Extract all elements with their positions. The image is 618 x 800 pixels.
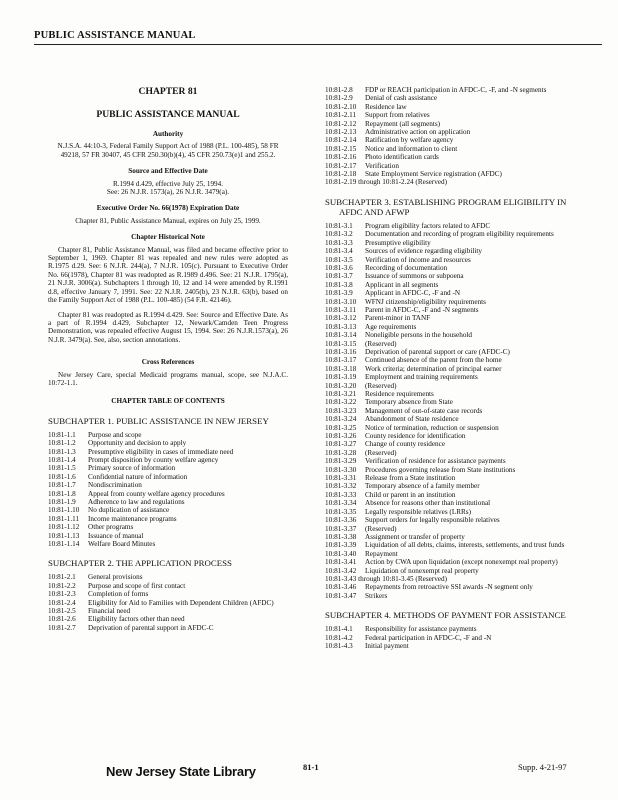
section-number: 10:81-3.31 [325, 474, 357, 483]
toc-entry [325, 120, 587, 128]
section-number: 10:81-1.9 [48, 498, 76, 506]
section-title: Deprivation of parental support in AFDC-C [88, 623, 214, 632]
subchapter-heading: SUBCHAPTER 1. PUBLIC ASSISTANCE IN NEW JERSEY [48, 415, 269, 426]
header-rule [34, 44, 602, 45]
toc-entry [48, 456, 288, 464]
toc-entry [325, 440, 587, 448]
section-title: (Reserved) [365, 339, 397, 348]
section-number: 10:81-3.18 [325, 364, 357, 373]
section-number: 10:81-2.3 [48, 590, 76, 599]
section-title: Abandonment of State residence [365, 415, 459, 424]
toc-heading: CHAPTER TABLE OF CONTENTS [111, 397, 225, 406]
history-paragraph: Chapter 81 was readopted as R.1994 d.429. See: Source and Effective Date. As a part of R.1994 d.429, Subchapter 12, Newark/Camden Teen Progress Demonstration, was repealed effective August 15, 1994. See: 26 N.J.R.1573(a), 26 N.J.R. 3479(a). See, also, section annotations. [48, 310, 288, 344]
toc-entry [325, 340, 587, 348]
section-number: 10:81-1.14 [48, 540, 80, 549]
toc-entry [325, 264, 587, 272]
toc-entry [48, 498, 288, 506]
toc-entry [325, 239, 587, 247]
toc-entry [325, 474, 587, 482]
section-title: Residence requirements [365, 390, 434, 398]
section-number: 10:81-2.8 [325, 86, 353, 94]
expiration-text: Chapter 81, Public Assistance Manual, expires on July 25, 1999. [75, 216, 261, 225]
section-number: 10:81-2.15 [325, 144, 357, 153]
section-number: 10:81-3.37 [325, 524, 357, 533]
toc-entry [325, 625, 587, 633]
section-number: 10:81-3.9 [325, 289, 353, 298]
section-title: Applicant in AFDC-C, -F and -N [365, 289, 461, 298]
section-title: Repayments from retroactive SSI awards -N segment only [365, 583, 533, 592]
section-title: Confidential nature of information [88, 472, 188, 481]
page-number: 81-1 [303, 762, 319, 772]
section-number: 10:81-3.46 [325, 583, 357, 592]
toc-entry [325, 642, 587, 650]
toc-entry [325, 111, 587, 119]
toc-entry [325, 415, 587, 423]
section-number: 10:81-4.3 [325, 641, 353, 650]
section-number: 10:81-3.20 [325, 381, 357, 390]
toc-entry [325, 128, 587, 136]
section-title: Temporary absence of a family member [365, 482, 480, 491]
expiration-heading: Executive Order No. 66(1978) Expiration Date [96, 204, 240, 213]
section-title: No duplication of assistance [88, 506, 170, 515]
toc-entry [325, 247, 587, 255]
toc-entry [325, 94, 587, 102]
section-title: Temporary absence from State [365, 398, 453, 407]
section-number: 10:81-3.19 [325, 373, 357, 382]
section-title: Opportunity and decision to apply [88, 439, 187, 448]
section-title: Nondiscrimination [88, 481, 142, 490]
section-number: 10:81-2.10 [325, 102, 357, 111]
section-number: 10:81-3.1 [325, 221, 353, 230]
section-title: Documentation and recording of program eligibility requirements [365, 230, 554, 239]
section-title: General provisions [88, 573, 143, 582]
toc-entry [325, 634, 587, 642]
toc-entry [325, 331, 587, 339]
toc-entry [325, 508, 587, 516]
toc-entry [325, 153, 587, 161]
section-title: Repayment (all segments) [365, 119, 441, 128]
section-number: 10:81-3.38 [325, 532, 357, 541]
section-number: 10:81-3.47 [325, 591, 357, 600]
subchapter-heading: SUBCHAPTER 4. METHODS OF PAYMENT FOR ASSISTANCE [325, 610, 566, 621]
toc-entry [48, 473, 288, 481]
section-title: Recording of documentation [365, 263, 448, 272]
section-title: Presumptive eligibility in cases of immediate need [88, 447, 234, 456]
section-title: Child or parent in an institution [365, 490, 456, 499]
section-number: 10:81-2.7 [48, 623, 76, 632]
section-title: Primary source of information [88, 464, 176, 473]
section-number: 10:81-2.9 [325, 94, 353, 103]
section-title: Management of out-of-state case records [365, 406, 483, 415]
section-number: 10:81-3.32 [325, 482, 357, 491]
section-title: Support from relatives [365, 111, 430, 120]
section-title: Issuance of summons or subpoena [365, 272, 464, 281]
toc-entry [325, 516, 587, 524]
section-number: 10:81-3.41 [325, 558, 357, 567]
section-title: Notice of termination, reduction or suspension [365, 423, 499, 432]
section-number: 10:81-3.3 [325, 238, 353, 247]
section-number: 10:81-1.7 [48, 481, 76, 490]
section-number: 10:81-3.11 [325, 305, 357, 314]
toc-entry [325, 103, 587, 111]
toc-entry [325, 432, 587, 440]
section-title: Financial need [88, 607, 131, 616]
section-number: 10:81-3.14 [325, 331, 357, 340]
section-number: 10:81-3.2 [325, 230, 353, 239]
section-title: Legally responsible relatives (LRRs) [365, 507, 471, 516]
toc-entry [48, 599, 288, 607]
toc-entry [325, 373, 587, 381]
toc-list [325, 86, 587, 178]
section-number: 10:81-3.24 [325, 415, 357, 424]
section-title: Presumptive eligibility [365, 238, 431, 247]
section-title: Parent in AFDC-C, -F and -N segments [365, 305, 479, 314]
toc-entry [325, 306, 587, 314]
section-title: (Reserved) [365, 448, 397, 457]
section-title: Notice and information to client [365, 144, 458, 153]
section-number: 10:81-3.29 [325, 457, 357, 466]
source-line: R.1994 d.429, effective July 25, 1994. [112, 179, 224, 188]
history-heading: Chapter Historical Note [131, 233, 205, 242]
toc-entry [325, 558, 587, 566]
toc-entry [48, 540, 288, 548]
section-title: Responsibility for assistance payments [365, 625, 477, 634]
toc-entry [325, 145, 587, 153]
section-number: 10:81-3.42 [325, 566, 357, 575]
authority-text: N.J.S.A. 44:10-3, Federal Family Support Act of 1988 (P.L. 100-485), 58 FR 49218, 57 FR 30407, 45 CFR 250.30(b)(4), 45 CFR 250.73(e)1 and 255.2. [57, 142, 279, 159]
history-paragraph: Chapter 81, Public Assistance Manual, was filed and became effective prior to September 1, 1969. Chapter 81 was repealed and new rules were adopted as R.1975 d.29. See: 6 N.J.R. 244(a), 7 N.J.R. 105(c). Pursuant to Executive Order No. 66(1978), Chapter 81 was readopted as R.1989 d.496. See: 21 N.J.R. 1795(a), 21 N.J.R. 3006(a). Subchapters 1 through 10, 12 and 14 were amended by R.1991 d.8, effective January 7, 1991. See: 22 N.J.R. 2405(b), 23 N.J.R. 63(b), based on the Family Support Act of 1988 (P.L. 100-485) (54 F.R. 42146). [48, 245, 288, 305]
section-number: 10:81-3.8 [325, 280, 353, 289]
section-number: 10:81-3.10 [325, 297, 357, 306]
section-number: 10:81-1.11 [48, 514, 80, 523]
toc-entry [48, 431, 288, 439]
subchapter-heading: SUBCHAPTER 2. THE APPLICATION PROCESS [48, 558, 232, 569]
section-number: 10:81-3.39 [325, 541, 357, 550]
section-title: Administrative action on application [365, 128, 471, 137]
section-title: FDP or REACH participation in AFDC-C, -F, and -N segments [365, 86, 547, 94]
section-title: Eligibility factors other than need [88, 615, 185, 624]
toc-entry [325, 170, 587, 178]
section-title: Liquidation of all debts, claims, interests, settlements, and trust funds [365, 541, 565, 550]
section-title: Action by CWA upon liquidation (except nonexempt real property) [365, 558, 558, 567]
section-title: Verification of income and resources [365, 255, 471, 264]
toc-entry [325, 356, 587, 364]
section-number: 10:81-3.36 [325, 516, 357, 525]
toc-entry [48, 523, 288, 531]
section-title: Sources of evidence regarding eligibility [365, 247, 482, 256]
section-number: 10:81-2.2 [48, 581, 76, 590]
subchapter-heading: SUBCHAPTER 3. ESTABLISHING PROGRAM ELIGIBILITY IN AFDC AND AFWP [325, 196, 567, 217]
toc-entry [48, 582, 288, 590]
toc-entry [325, 390, 587, 398]
toc-entry [325, 382, 587, 390]
section-title: Applicant in all segments [365, 280, 439, 289]
section-number: 10:81-2.1 [48, 573, 76, 582]
toc-entry [325, 281, 587, 289]
section-title: Prompt disposition by county welfare agency [88, 455, 219, 464]
toc-entry [325, 365, 587, 373]
source-heading: Source and Effective Date [128, 167, 208, 176]
section-title: Residence law [365, 102, 407, 111]
toc-entry [325, 398, 587, 406]
toc-entry [325, 525, 587, 533]
section-number: 10:81-2.12 [325, 119, 357, 128]
section-title: Strikers [365, 591, 388, 600]
section-number: 10:81-3.22 [325, 398, 357, 407]
toc-list [325, 583, 587, 600]
section-number: 10:81-2.11 [325, 111, 357, 120]
toc-entry [325, 466, 587, 474]
section-title: State Employment Service registration (AFDC) [365, 170, 502, 179]
section-number: 10:81-3.28 [325, 448, 357, 457]
toc-entry [325, 314, 587, 322]
section-number: 10:81-2.18 [325, 170, 357, 179]
toc-entry [325, 567, 587, 575]
section-title: Support orders for legally responsible relatives [365, 516, 500, 525]
section-number: 10:81-1.5 [48, 464, 76, 473]
section-number: 10:81-2.14 [325, 136, 357, 145]
section-title: Purpose and scope of first contact [88, 581, 186, 590]
section-number: 10:81-3.34 [325, 499, 357, 508]
toc-entry [48, 481, 288, 489]
section-title: Other programs [88, 523, 134, 532]
section-number: 10:81-2.6 [48, 615, 76, 624]
toc-entry [325, 457, 587, 465]
section-number: 10:81-1.8 [48, 489, 76, 498]
toc-entry [325, 136, 587, 144]
section-title: Adherence to law and regulations [88, 498, 185, 506]
section-number: 10:81-3.6 [325, 263, 353, 272]
toc-entry [325, 550, 587, 558]
cross-references-text: New Jersey Care, special Medicaid programs manual, scope, see N.J.A.C. 10:72-1.1. [48, 370, 288, 387]
section-number: 10:81-3.23 [325, 406, 357, 415]
section-number: 10:81-1.12 [48, 523, 80, 532]
toc-entry [325, 424, 587, 432]
section-number: 10:81-3.27 [325, 440, 357, 449]
section-title: Liquidation of nonexempt real property [365, 566, 479, 575]
section-number: 10:81-4.1 [325, 625, 353, 634]
toc-entry [325, 592, 587, 600]
section-number: 10:81-3.5 [325, 255, 353, 264]
section-number: 10:81-3.40 [325, 549, 357, 558]
toc-entry [48, 573, 288, 581]
toc-list [325, 625, 587, 650]
toc-entry [325, 298, 587, 306]
toc-entry [325, 482, 587, 490]
toc-range: 10:81-2.19 through 10:81-2.24 (Reserved) [325, 178, 447, 187]
section-title: WFNJ citizenship/eligibility requirements [365, 297, 486, 306]
section-title: Purpose and scope [88, 430, 142, 439]
section-title: Program eligibility factors related to AFDC [365, 221, 491, 230]
section-title: Release from a State institution [365, 474, 456, 483]
authority-heading: Authority [152, 130, 184, 138]
toc-entry [325, 272, 587, 280]
section-number: 10:81-3.33 [325, 490, 357, 499]
toc-entry [325, 407, 587, 415]
section-number: 10:81-3.35 [325, 507, 357, 516]
section-number: 10:81-3.30 [325, 465, 357, 474]
section-number: 10:81-2.13 [325, 128, 357, 137]
section-title: Noneligible persons in the household [365, 331, 472, 340]
toc-entry [325, 491, 587, 499]
toc-entry [48, 590, 288, 598]
section-number: 10:81-1.1 [48, 430, 76, 439]
toc-entry [48, 515, 288, 523]
chapter-number: CHAPTER 81 [138, 86, 198, 97]
toc-entry [48, 439, 288, 447]
right-column [325, 86, 587, 650]
toc-range: 10:81-3.43 through 10:81-3.45 (Reserved) [325, 574, 447, 583]
section-title: Issuance of manual [88, 531, 144, 540]
chapter-title: PUBLIC ASSISTANCE MANUAL [96, 109, 240, 120]
supplement-date: Supp. 4-21-97 [518, 762, 567, 772]
section-title: Employment and training requirements [365, 373, 478, 382]
toc-list [48, 431, 288, 549]
toc-list [48, 573, 288, 632]
section-title: Repayment [365, 549, 398, 558]
section-title: Verification of residence for assistance payments [365, 457, 506, 466]
section-number: 10:81-3.16 [325, 347, 357, 356]
section-title: Photo identification cards [365, 153, 439, 162]
section-title: Welfare Board Minutes [88, 540, 156, 549]
toc-entry [325, 86, 587, 94]
toc-entry [48, 448, 288, 456]
section-title: Income maintenance programs [88, 514, 177, 523]
section-number: 10:81-1.6 [48, 472, 76, 481]
toc-entry [325, 162, 587, 170]
toc-entry [48, 607, 288, 615]
toc-entry [48, 506, 288, 514]
toc-entry [325, 499, 587, 507]
section-title: Assignment or transfer of property [365, 532, 465, 541]
toc-entry [325, 222, 587, 230]
section-number: 10:81-1.3 [48, 447, 76, 456]
toc-entry [48, 624, 288, 632]
section-number: 10:81-3.17 [325, 356, 357, 365]
section-title: Deprivation of parental support or care (AFDC-C) [365, 347, 510, 356]
toc-entry [48, 464, 288, 472]
section-title: Eligibility for Aid to Families with Dependent Children (AFDC) [88, 598, 274, 607]
section-number: 10:81-1.10 [48, 506, 80, 515]
toc-entry [325, 230, 587, 238]
section-number: 10:81-3.25 [325, 423, 357, 432]
section-title: (Reserved) [365, 381, 397, 390]
section-number: 10:81-1.13 [48, 531, 80, 540]
running-head: PUBLIC ASSISTANCE MANUAL [34, 30, 196, 41]
section-title: Procedures governing release from State institutions [365, 465, 516, 474]
section-number: 10:81-1.4 [48, 455, 76, 464]
toc-entry [325, 323, 587, 331]
section-title: Change of county residence [365, 440, 446, 449]
toc-entry [325, 541, 587, 549]
section-number: 10:81-3.15 [325, 339, 357, 348]
left-column [48, 86, 288, 632]
section-number: 10:81-2.4 [48, 598, 76, 607]
section-number: 10:81-3.21 [325, 390, 357, 398]
section-title: (Reserved) [365, 524, 397, 533]
section-title: County residence for identification [365, 432, 466, 441]
toc-entry [325, 533, 587, 541]
section-title: Absence for reasons other than institutional [365, 499, 491, 508]
section-number: 10:81-2.16 [325, 153, 357, 162]
section-title: Continued absence of the parent from the home [365, 356, 502, 365]
section-number: 10:81-3.26 [325, 432, 357, 441]
toc-entry [48, 532, 288, 540]
toc-entry [325, 449, 587, 457]
section-title: Ratification by welfare agency [365, 136, 454, 145]
cross-references-heading: Cross References [141, 358, 195, 367]
section-number: 10:81-2.17 [325, 161, 357, 170]
section-number: 10:81-3.7 [325, 272, 353, 281]
section-title: Verification [365, 161, 399, 170]
section-title: Age requirements [365, 322, 417, 331]
section-title: Federal participation in AFDC-C, -F and -N [365, 633, 492, 642]
toc-list [325, 222, 587, 575]
section-number: 10:81-3.13 [325, 322, 357, 331]
section-title: Work criteria; determination of principal earner [365, 364, 502, 373]
toc-entry [325, 289, 587, 297]
library-stamp: New Jersey State Library [106, 764, 256, 779]
section-number: 10:81-2.5 [48, 607, 76, 616]
section-number: 10:81-4.2 [325, 633, 353, 642]
section-number: 10:81-3.12 [325, 314, 357, 323]
section-title: Denial of cash assistance [365, 94, 438, 103]
section-title: Completion of forms [88, 590, 149, 599]
toc-entry [325, 348, 587, 356]
section-title: Appeal from county welfare agency procedures [88, 489, 225, 498]
toc-entry [48, 490, 288, 498]
toc-entry [325, 256, 587, 264]
section-number: 10:81-3.4 [325, 247, 353, 256]
section-title: Initial payment [365, 641, 409, 650]
toc-entry [48, 615, 288, 623]
toc-entry [325, 583, 587, 591]
source-line: See: 26 N.J.R. 1573(a), 26 N.J.R. 3479(a). [106, 188, 230, 197]
section-title: Parent-minor in TANF [365, 314, 431, 323]
section-number: 10:81-1.2 [48, 439, 76, 448]
